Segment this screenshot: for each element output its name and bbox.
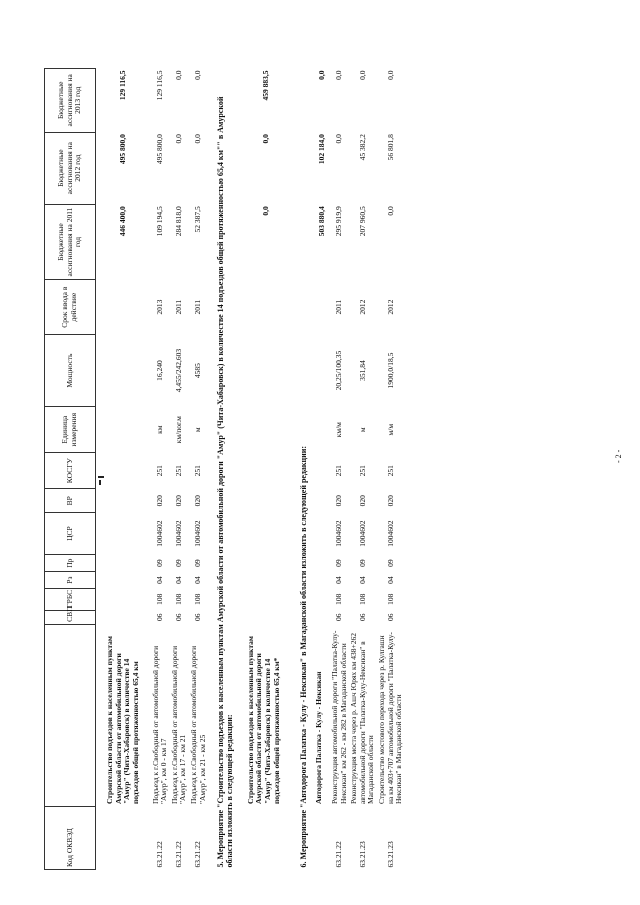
cell-vr: 020 bbox=[385, 495, 395, 507]
cell-vr: 020 bbox=[154, 495, 164, 507]
cell-okved: 63.21.22 bbox=[193, 841, 203, 868]
cell-kosgu: 251 bbox=[174, 465, 184, 477]
cell-vr: 020 bbox=[334, 495, 344, 507]
cell-okved: 63.21.22 bbox=[174, 841, 184, 868]
cell-capacity: 20,25/100,35 bbox=[334, 350, 344, 391]
cell-name: Строительство мостового перехода через р. Кулгашн на км 403+707 автомобильной дороги "Палатка-Кулу-Нексикан" в Магаданской области bbox=[377, 632, 404, 805]
cell-term: 2012 bbox=[357, 299, 367, 315]
cell-unit: км/пог.м bbox=[174, 416, 184, 444]
cell-name: Подъезд к г.Свободный от автомобильной дороги "Амур", км 0 - км 17 bbox=[150, 645, 169, 805]
header-term: Срок ввода в действие bbox=[45, 280, 96, 335]
group-b2012: 102 184,0 bbox=[316, 134, 326, 165]
cell-csr: 1004602 bbox=[385, 520, 395, 547]
table-row bbox=[189, 69, 208, 870]
cell-b2011: 207 960,5 bbox=[357, 206, 367, 237]
cell-b2011: 109 194,5 bbox=[154, 206, 164, 237]
cell-capacity: 4585 bbox=[193, 363, 203, 379]
cell-b2013: 0,0 bbox=[357, 70, 367, 80]
cell-svp: 06 bbox=[357, 613, 367, 622]
cell-rz: 04 bbox=[357, 576, 367, 584]
cell-term: 2012 bbox=[385, 299, 395, 315]
cell-b2011: 295 919,9 bbox=[334, 206, 344, 237]
cell-capacity: 351,84 bbox=[357, 360, 367, 381]
cell-capacity: 1900,0/18,5 bbox=[385, 352, 395, 389]
header-csr: ЦСР bbox=[45, 513, 96, 555]
cell-name: Реконструкция автомобильной дороги "Палатка-Кулу-Нексикан" км 262 - км 282 в Магаданской области bbox=[329, 630, 348, 805]
cell-term: 2013 bbox=[154, 299, 164, 315]
header-capacity: Мощность bbox=[45, 334, 96, 406]
header-pr: Пр bbox=[45, 554, 96, 572]
page-number: - 2 - bbox=[614, 449, 623, 463]
cell-b2011: 0,0 bbox=[385, 206, 395, 216]
group-row bbox=[96, 69, 151, 870]
cell-okved: 63.21.23 bbox=[357, 841, 367, 868]
header-rz: Рз bbox=[45, 572, 96, 588]
cell-svp: 06 bbox=[174, 613, 184, 622]
cell-svp: 06 bbox=[334, 613, 344, 622]
section-5-heading: 5. Мероприятие "Строительство подъездов к населенным пунктам Амурской области от автомобильной дороги "Амур" (Чита-Хабаровск) в количестве 14 подъездов общей протяженностью 65,4 км"" в Амурской области изложить в следующей редакции: bbox=[216, 96, 235, 868]
group-title: Автодорога Палатка - Кулу - Нексикан bbox=[314, 671, 324, 805]
cell-svp: 06 bbox=[193, 613, 203, 622]
cell-kosgu: 251 bbox=[193, 465, 203, 477]
cell-pr: 09 bbox=[334, 559, 344, 567]
group-title: Строительство подъездов к населенным пунктам Амурской области от автомобильной дороги "Амур" (Чита-Хабаровск) в количестве 14 подъездов общей протяженностью 65,4 км bbox=[105, 635, 140, 805]
header-b2011: Бюджетные ассигнования на 2011 год bbox=[45, 204, 96, 280]
group-b2011: 0,0 bbox=[260, 206, 270, 216]
cell-csr: 1004602 bbox=[193, 520, 203, 547]
table-row bbox=[377, 69, 405, 870]
cell-grbs: 108 bbox=[193, 593, 203, 605]
section-heading-row bbox=[291, 69, 314, 870]
cell-okved: 63.21.23 bbox=[385, 841, 395, 868]
header-grbs: ГРБС bbox=[45, 588, 96, 610]
cell-name: Подъезд к г.Свободный от автомобильной дороги "Амур", км 21 - км 25 bbox=[189, 645, 207, 805]
cell-b2012: 45 382,2 bbox=[357, 134, 367, 161]
cell-b2012: 0,0 bbox=[193, 134, 203, 144]
cell-b2013: 0,0 bbox=[385, 70, 395, 80]
cell-kosgu: 251 bbox=[334, 465, 344, 477]
cell-b2011: 52 387,5 bbox=[193, 206, 203, 233]
cell-b2012: 56 801,8 bbox=[385, 134, 395, 161]
cell-csr: 1004602 bbox=[357, 520, 367, 547]
group-b2013: 0,0 bbox=[316, 70, 326, 80]
table-row bbox=[151, 69, 170, 870]
budget-table bbox=[44, 68, 405, 870]
header-b2012: Бюджетные ассигнования на 2012 год bbox=[45, 132, 96, 204]
group-b2012: 495 800,0 bbox=[117, 134, 127, 165]
group-b2012: 0,0 bbox=[260, 134, 270, 144]
header-okved: Код ОКВЭД bbox=[45, 806, 96, 869]
cell-capacity: 16,240 bbox=[154, 360, 164, 381]
cell-pr: 09 bbox=[154, 559, 164, 567]
cell-unit: м bbox=[193, 427, 203, 433]
cell-rz: 04 bbox=[154, 576, 164, 584]
cell-grbs: 108 bbox=[357, 593, 367, 605]
cell-unit: м bbox=[357, 427, 367, 433]
header-svp: СВП bbox=[45, 610, 96, 624]
cell-unit: км/м bbox=[334, 422, 344, 438]
cell-rz: 04 bbox=[334, 576, 344, 584]
cell-name: Подъезд к г.Свободный от автомобильной дороги "Амур", км 17 - км 21 bbox=[169, 645, 188, 805]
cell-b2013: 0,0 bbox=[334, 70, 344, 80]
group-b2013: 459 883,5 bbox=[260, 70, 270, 101]
group-b2011: 446 400,0 bbox=[117, 206, 127, 237]
cell-b2013: 0,0 bbox=[193, 70, 203, 80]
cell-csr: 1004602 bbox=[154, 520, 164, 547]
table-row bbox=[170, 69, 189, 870]
cell-term: 2011 bbox=[193, 299, 203, 315]
cell-b2012: 0,0 bbox=[334, 134, 344, 144]
table-row bbox=[349, 69, 377, 870]
cell-vr: 020 bbox=[193, 495, 203, 507]
group-row bbox=[241, 69, 292, 870]
cell-grbs: 108 bbox=[334, 593, 344, 605]
cell-okved: 63.21.22 bbox=[334, 841, 344, 868]
cell-grbs: 108 bbox=[174, 593, 184, 605]
cell-grbs: 108 bbox=[154, 593, 164, 605]
header-kosgu: КОСГУ bbox=[45, 453, 96, 489]
cell-unit: м/м bbox=[385, 423, 395, 436]
group-b2011: 503 880,4 bbox=[316, 206, 326, 237]
header-vr: ВР bbox=[45, 489, 96, 513]
cell-rz: 04 bbox=[193, 576, 203, 584]
cell-b2013: 0,0 bbox=[174, 70, 184, 80]
cell-term: 2011 bbox=[174, 299, 184, 315]
cell-term: 2011 bbox=[334, 299, 344, 315]
cell-b2011: 284 818,0 bbox=[174, 206, 184, 237]
cell-svp: 06 bbox=[154, 613, 164, 622]
cell-csr: 1004602 bbox=[334, 520, 344, 547]
section-heading-row bbox=[208, 69, 240, 870]
cell-kosgu: 251 bbox=[154, 465, 164, 477]
cell-b2012: 0,0 bbox=[174, 134, 184, 144]
table-row bbox=[330, 69, 349, 870]
cell-kosgu: 251 bbox=[385, 465, 395, 477]
group-b2013: 129 116,5 bbox=[117, 70, 127, 101]
cell-grbs: 108 bbox=[385, 593, 395, 605]
cell-capacity: 4,455/242,603 bbox=[174, 348, 184, 393]
cell-pr: 09 bbox=[174, 559, 184, 567]
cell-name: Реконструкция моста через р. Ашч Юрях км 438+262 автомобильной дороги "Палатка-Кулу-Нексикан" в Магаданской области bbox=[349, 632, 376, 805]
cell-b2013: 129 116,5 bbox=[154, 70, 164, 101]
header-b2013: Бюджетные ассигнования на 2013 год bbox=[45, 69, 96, 133]
cell-svp: 06 bbox=[385, 613, 395, 622]
cell-b2012: 495 800,0 bbox=[154, 134, 164, 165]
cell-pr: 09 bbox=[357, 559, 367, 567]
cell-okved: 63.21.22 bbox=[154, 841, 164, 868]
cell-rz: 04 bbox=[385, 576, 395, 584]
header-unit: Единица измерения bbox=[45, 407, 96, 453]
cell-pr: 09 bbox=[193, 559, 203, 567]
section-6-heading: 6. Мероприятие "Автодорога Палатка - Кулу - Нексикан" в Магаданской области изложить в следующей редакции: bbox=[299, 446, 309, 868]
group-row bbox=[314, 69, 330, 870]
table-header-row bbox=[45, 69, 96, 870]
cell-vr: 020 bbox=[357, 495, 367, 507]
cell-rz: 04 bbox=[174, 576, 184, 584]
header-name bbox=[45, 624, 96, 806]
cell-unit: км bbox=[154, 425, 164, 434]
cell-pr: 09 bbox=[385, 559, 395, 567]
scan-artifact-mark bbox=[96, 471, 106, 487]
cell-csr: 1004602 bbox=[174, 520, 184, 547]
cell-vr: 020 bbox=[174, 495, 184, 507]
group-title: Строительство подъездов к населенным пунктам Амурской области от автомобильной дороги "Амур" (Чита-Хабаровск) в количестве 14 подъездов общей протяженностью 65,4 км* bbox=[245, 635, 281, 805]
cell-kosgu: 251 bbox=[357, 465, 367, 477]
